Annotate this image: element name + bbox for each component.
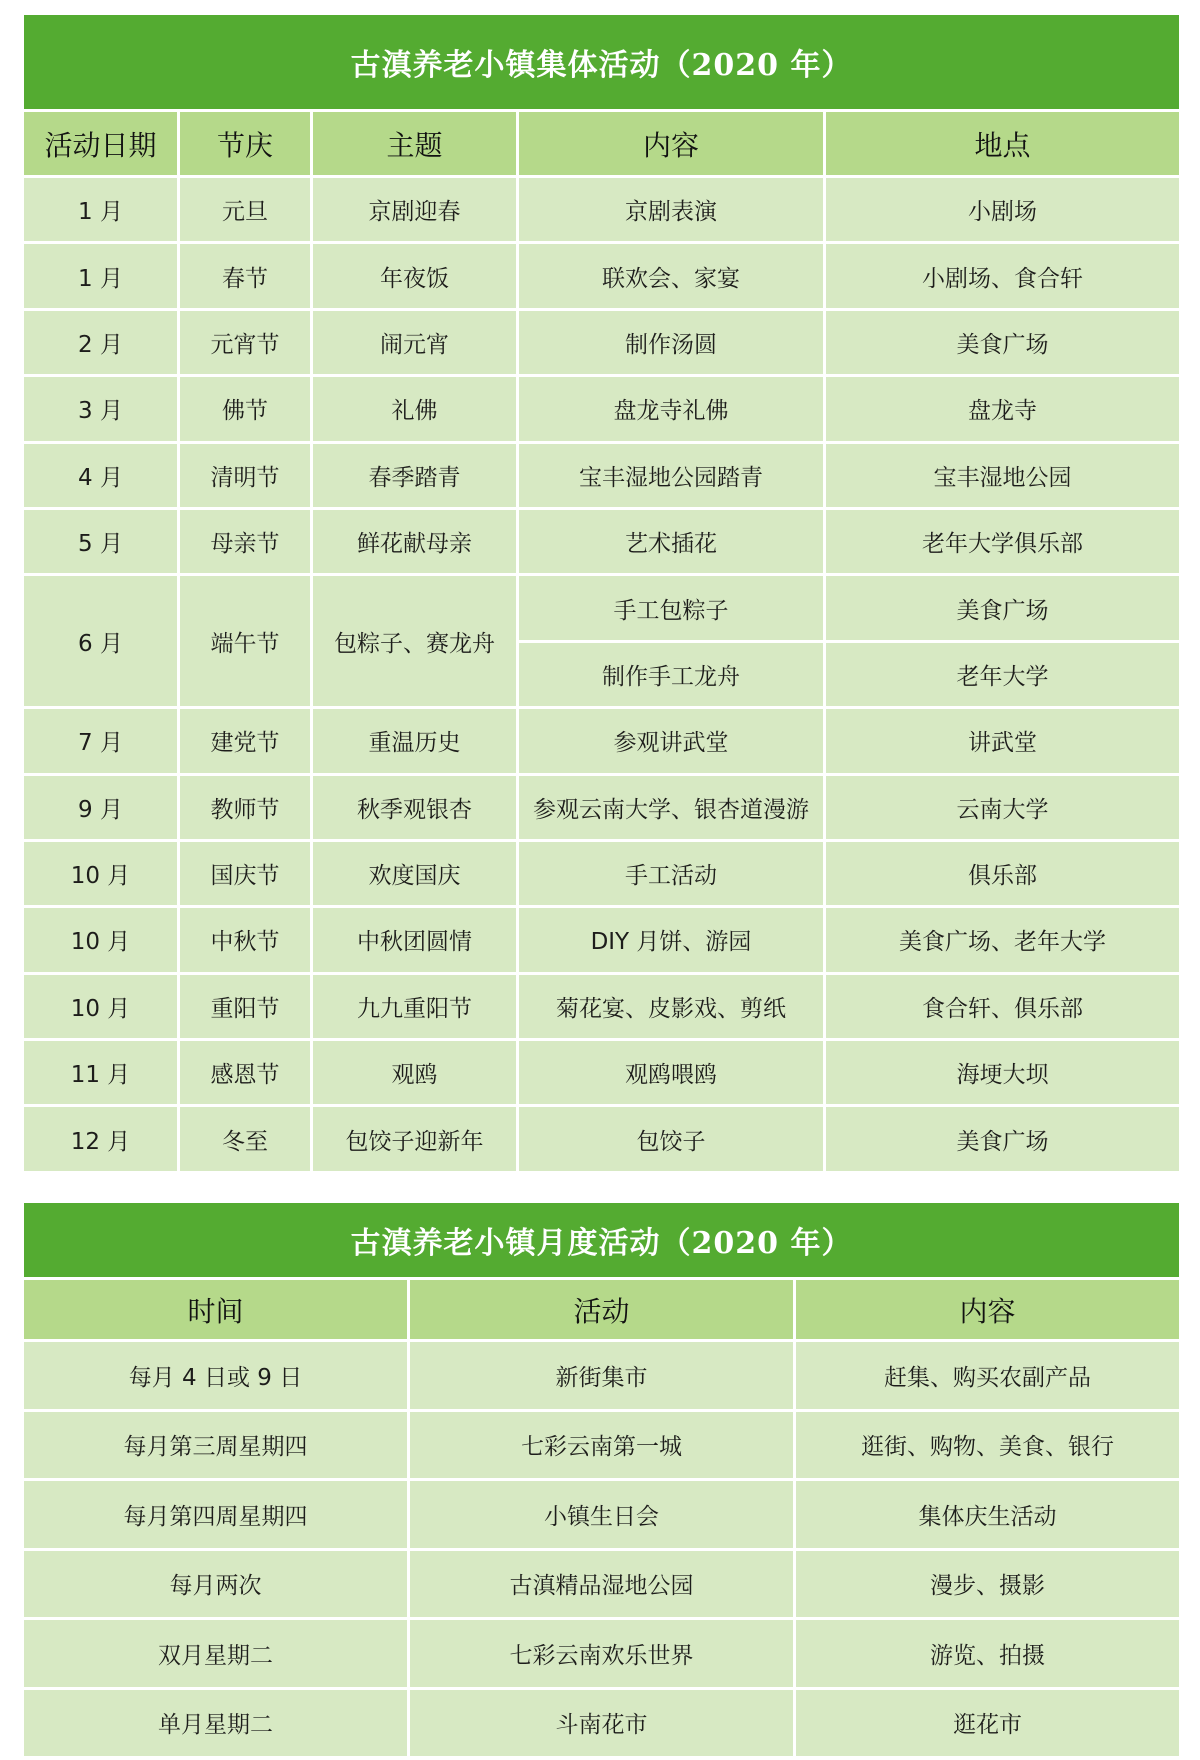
row-time: 双月星期二 [23, 1619, 409, 1689]
row-date: 3 月 [23, 376, 179, 442]
row-place: 美食广场 [825, 309, 1181, 375]
table-row [23, 442, 1181, 508]
row-activity: 新街集市 [409, 1341, 795, 1411]
row-time: 每月两次 [23, 1549, 409, 1619]
row-festival: 感恩节 [179, 1040, 312, 1106]
row-theme: 中秋团圆情 [312, 907, 518, 973]
row-festival: 教师节 [179, 774, 312, 840]
row-festival: 建党节 [179, 708, 312, 774]
row-festival: 元旦 [179, 177, 312, 243]
table-row [23, 840, 1181, 906]
header-content: 内容 [518, 111, 825, 177]
row-content: 参观云南大学、银杏道漫游 [518, 774, 825, 840]
row-date: 4 月 [23, 442, 179, 508]
row-content: 菊花宴、皮影戏、剪纸 [518, 973, 825, 1039]
row-festival: 端午节 [179, 575, 312, 708]
row-theme: 包粽子、赛龙舟 [312, 575, 518, 708]
row-theme: 重温历史 [312, 708, 518, 774]
table-row [23, 907, 1181, 973]
header-place: 地点 [825, 111, 1181, 177]
row-time: 每月 4 日或 9 日 [23, 1341, 409, 1411]
row-date: 10 月 [23, 840, 179, 906]
row-date: 9 月 [23, 774, 179, 840]
row-festival: 中秋节 [179, 907, 312, 973]
table-row [23, 774, 1181, 840]
row-content: 盘龙寺礼佛 [518, 376, 825, 442]
row-activity: 小镇生日会 [409, 1480, 795, 1550]
table-row [23, 973, 1181, 1039]
row-content: 联欢会、家宴 [518, 243, 825, 309]
row-content: 京剧表演 [518, 177, 825, 243]
row-place: 美食广场、老年大学 [825, 907, 1181, 973]
row-content: 艺术插花 [518, 508, 825, 574]
table-row [23, 1688, 1181, 1758]
table-row [23, 575, 1181, 641]
row-place: 云南大学 [825, 774, 1181, 840]
row-content: 游览、拍摄 [795, 1619, 1181, 1689]
table-row [23, 177, 1181, 243]
table-row [23, 1619, 1181, 1689]
row-festival: 母亲节 [179, 508, 312, 574]
row-content: 观鸥喂鸥 [518, 1040, 825, 1106]
row-place: 美食广场 [825, 575, 1181, 641]
table-row [23, 1480, 1181, 1550]
row-place: 讲武堂 [825, 708, 1181, 774]
table-row [23, 1106, 1181, 1172]
row-theme: 鲜花献母亲 [312, 508, 518, 574]
row-theme: 观鸥 [312, 1040, 518, 1106]
row-date: 10 月 [23, 973, 179, 1039]
row-place: 食合轩、俱乐部 [825, 973, 1181, 1039]
table-row [23, 708, 1181, 774]
monthly-table-title: 古滇养老小镇月度活动（2020 年） [23, 1202, 1181, 1279]
row-content: 制作手工龙舟 [518, 641, 825, 707]
row-place: 老年大学俱乐部 [825, 508, 1181, 574]
row-date: 1 月 [23, 177, 179, 243]
row-date: 12 月 [23, 1106, 179, 1172]
row-date: 11 月 [23, 1040, 179, 1106]
collective-activities-table [21, 12, 1182, 1174]
row-date: 10 月 [23, 907, 179, 973]
row-content: 逛街、购物、美食、银行 [795, 1410, 1181, 1480]
monthly-activities-table [21, 1200, 1182, 1759]
header-content: 内容 [795, 1279, 1181, 1341]
row-theme: 欢度国庆 [312, 840, 518, 906]
table-row [23, 1040, 1181, 1106]
row-theme: 九九重阳节 [312, 973, 518, 1039]
row-content: 手工包粽子 [518, 575, 825, 641]
header-time: 时间 [23, 1279, 409, 1341]
header-activity: 活动 [409, 1279, 795, 1341]
row-content: 宝丰湿地公园踏青 [518, 442, 825, 508]
row-theme: 春季踏青 [312, 442, 518, 508]
table-row [23, 1410, 1181, 1480]
row-content: 手工活动 [518, 840, 825, 906]
row-content: 赶集、购买农副产品 [795, 1341, 1181, 1411]
row-place: 小剧场 [825, 177, 1181, 243]
row-theme: 年夜饭 [312, 243, 518, 309]
row-content: 漫步、摄影 [795, 1549, 1181, 1619]
row-festival: 冬至 [179, 1106, 312, 1172]
row-content: 逛花市 [795, 1688, 1181, 1758]
row-theme: 包饺子迎新年 [312, 1106, 518, 1172]
row-place: 宝丰湿地公园 [825, 442, 1181, 508]
row-festival: 清明节 [179, 442, 312, 508]
row-place: 海埂大坝 [825, 1040, 1181, 1106]
row-place: 老年大学 [825, 641, 1181, 707]
row-time: 每月第三周星期四 [23, 1410, 409, 1480]
row-time: 单月星期二 [23, 1688, 409, 1758]
row-theme: 闹元宵 [312, 309, 518, 375]
row-festival: 国庆节 [179, 840, 312, 906]
row-activity: 古滇精品湿地公园 [409, 1549, 795, 1619]
row-festival: 重阳节 [179, 973, 312, 1039]
row-theme: 礼佛 [312, 376, 518, 442]
row-date: 6 月 [23, 575, 179, 708]
header-festival: 节庆 [179, 111, 312, 177]
row-content: 制作汤圆 [518, 309, 825, 375]
table-row [23, 243, 1181, 309]
row-place: 俱乐部 [825, 840, 1181, 906]
row-theme: 京剧迎春 [312, 177, 518, 243]
row-date: 7 月 [23, 708, 179, 774]
table-row [23, 1549, 1181, 1619]
row-festival: 佛节 [179, 376, 312, 442]
row-place: 小剧场、食合轩 [825, 243, 1181, 309]
row-festival: 春节 [179, 243, 312, 309]
header-date: 活动日期 [23, 111, 179, 177]
table-row [23, 376, 1181, 442]
row-date: 2 月 [23, 309, 179, 375]
row-activity: 七彩云南欢乐世界 [409, 1619, 795, 1689]
row-content: DIY 月饼、游园 [518, 907, 825, 973]
row-festival: 元宵节 [179, 309, 312, 375]
table-row [23, 508, 1181, 574]
row-activity: 斗南花市 [409, 1688, 795, 1758]
table-row [23, 1341, 1181, 1411]
row-place: 盘龙寺 [825, 376, 1181, 442]
row-place: 美食广场 [825, 1106, 1181, 1172]
table-row [23, 309, 1181, 375]
row-date: 5 月 [23, 508, 179, 574]
row-content: 集体庆生活动 [795, 1480, 1181, 1550]
row-time: 每月第四周星期四 [23, 1480, 409, 1550]
header-theme: 主题 [312, 111, 518, 177]
row-content: 参观讲武堂 [518, 708, 825, 774]
row-content: 包饺子 [518, 1106, 825, 1172]
row-activity: 七彩云南第一城 [409, 1410, 795, 1480]
row-date: 1 月 [23, 243, 179, 309]
collective-table-title: 古滇养老小镇集体活动（2020 年） [23, 14, 1181, 111]
row-theme: 秋季观银杏 [312, 774, 518, 840]
